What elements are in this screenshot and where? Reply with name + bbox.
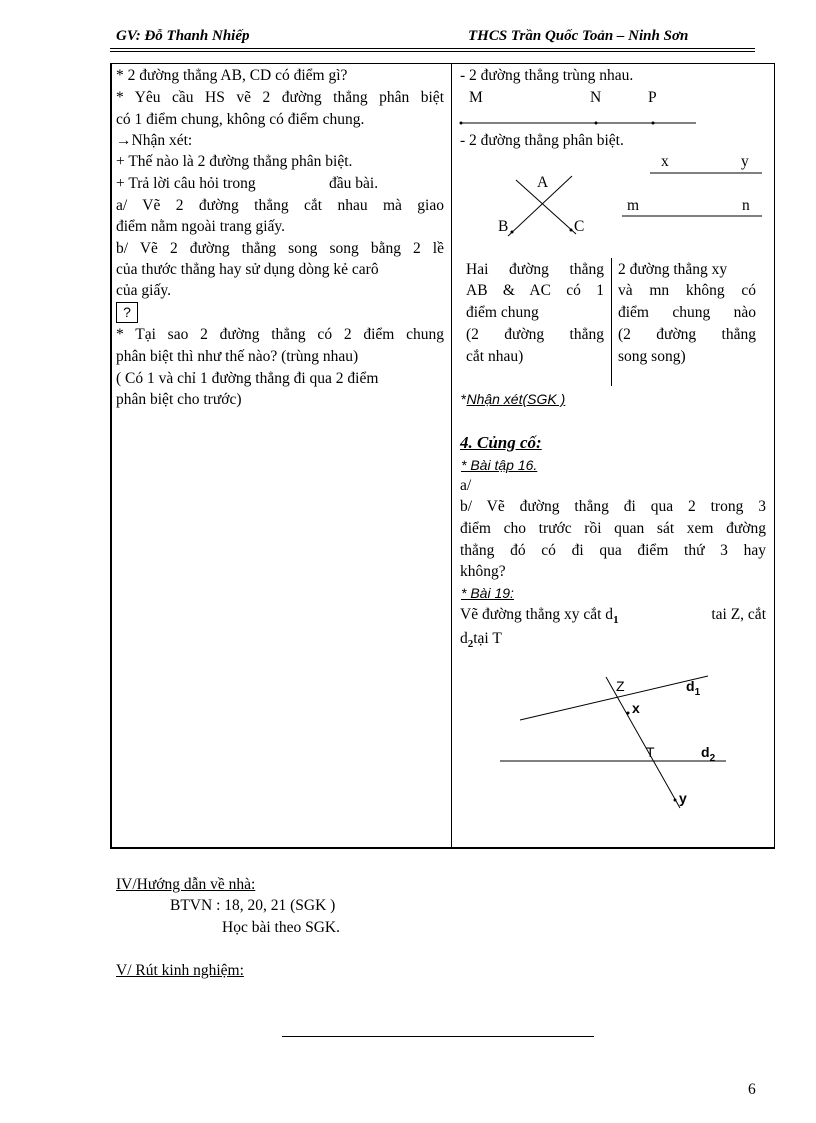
bt16-b-line-3: thẳng đó có đi qua điểm thứ 3 hay xyxy=(460,542,766,559)
right-line-2: - 2 đường thẳng phân biệt. xyxy=(460,132,624,149)
box2-line-2: và mn không có xyxy=(618,282,756,299)
right-arrow-icon: → xyxy=(116,132,132,149)
point-P xyxy=(652,122,655,125)
box1-line-2: AB & AC có 1 xyxy=(466,282,604,299)
fig-label-T: T xyxy=(646,744,655,760)
section-cung-co: 4. Củng cố: xyxy=(460,433,542,452)
bai19-sub-1: 1 xyxy=(613,614,619,627)
point-B xyxy=(511,231,514,234)
label-A: A xyxy=(537,174,549,191)
left-line-5: + Thế nào là 2 đường thẳng phân biệt. xyxy=(116,153,353,170)
page-number: 6 xyxy=(748,1081,756,1098)
bai19-text-2: d xyxy=(460,630,468,647)
right-line-1: - 2 đường thẳng trùng nhau. xyxy=(460,67,634,84)
label-x: x xyxy=(661,153,669,170)
point-N xyxy=(595,122,598,125)
closing-rule xyxy=(282,1036,594,1037)
left-line-9: b/ Vẽ 2 đường thẳng song song bằng 2 lề xyxy=(116,240,444,257)
point-y xyxy=(674,799,677,802)
nhan-xet-star: * xyxy=(461,391,467,407)
left-line-1: * 2 đường thẳng AB, CD có điểm gì? xyxy=(116,67,348,84)
header-school: THCS Trần Quốc Toản – Ninh Sơn xyxy=(468,28,689,44)
box1-line-4: (2 đường thẳng xyxy=(466,326,604,343)
section-rut-kinh-nghiem: V/ Rút kinh nghiệm: xyxy=(116,962,244,979)
fig-d2-sub: 2 xyxy=(709,752,716,764)
left-line-10: của thước thẳng hay sử dụng dòng kẻ carô xyxy=(116,261,379,278)
line-xy-transversal xyxy=(606,677,680,808)
label-n: n xyxy=(742,197,750,214)
box2-line-3: điểm chung nào xyxy=(618,304,756,321)
point-x xyxy=(627,712,630,715)
label-y: y xyxy=(741,153,749,170)
bai19-text-2b: tại T xyxy=(473,630,502,647)
bt16-b-line-4: không? xyxy=(460,563,506,580)
point-M-label: M xyxy=(469,89,483,106)
bai19-text-1: Vẽ đường thẳng xy cắt d xyxy=(460,606,614,623)
left-line-13: phân biệt thì như thế nào? (trùng nhau) xyxy=(116,348,359,365)
box2-line-4: (2 đường thẳng xyxy=(618,326,756,343)
point-N-label: N xyxy=(590,89,602,106)
btvn-line: BTVN : 18, 20, 21 (SGK ) xyxy=(170,897,336,914)
left-line-7: a/ Vẽ 2 đường thẳng cắt nhau mà giao xyxy=(116,197,444,214)
section-huong-dan: IV/Hướng dẫn về nhà: xyxy=(116,876,256,893)
fig-d1-letter: d xyxy=(686,678,695,694)
nhan-xet-label: Nhận xét: xyxy=(131,132,193,149)
left-line-8: điểm nằm ngoài trang giấy. xyxy=(116,218,286,235)
fig-d1-sub: 1 xyxy=(694,686,701,698)
label-m: m xyxy=(627,197,640,214)
point-C xyxy=(570,229,573,232)
label-C: C xyxy=(574,218,585,235)
fig-label-y: y xyxy=(679,790,687,806)
left-line-2: * Yêu cầu HS vẽ 2 đường thẳng phân biệt xyxy=(116,89,444,106)
left-line-6b: đầu bài. xyxy=(329,175,379,192)
bai-tap-16: * Bài tập 16. xyxy=(461,457,538,473)
question-box-icon: ? xyxy=(116,302,138,323)
nhan-xet-sgk-text: Nhận xét(SGK ) xyxy=(466,391,566,407)
left-line-11: của giấy. xyxy=(116,282,171,299)
bai-19: * Bài 19: xyxy=(461,585,514,601)
hoc-bai-line: Học bài theo SGK. xyxy=(222,919,340,936)
label-B: B xyxy=(498,218,509,235)
box1-line-1: Hai đường thẳng xyxy=(466,261,604,278)
box2-line-5: song song) xyxy=(618,348,686,365)
box2-line-1: 2 đường thẳng xy xyxy=(618,261,728,278)
fig-label-Z: Z xyxy=(616,678,625,694)
bai19-sub-2: 2 xyxy=(467,638,474,651)
bt16-b-line-1: b/ Vẽ đường thẳng đi qua 2 trong 3 xyxy=(460,498,766,515)
point-P-label: P xyxy=(648,89,657,106)
line-d1 xyxy=(520,676,708,720)
left-line-15: phân biệt cho trước) xyxy=(116,391,242,408)
left-line-3: có 1 điểm chung, không có điểm chung. xyxy=(116,111,365,128)
left-line-14: ( Có 1 và chỉ 1 đường thẳng đi qua 2 điểm xyxy=(116,370,379,387)
fig-d2-letter: d xyxy=(701,744,710,760)
line-AC xyxy=(516,180,576,234)
bt16-a: a/ xyxy=(460,477,472,494)
bai19-text-1b: tai Z, cắt xyxy=(711,606,766,623)
fig-label-x: x xyxy=(632,700,640,716)
bt16-b-line-2: điểm cho trước rồi quan sát xem đường xyxy=(460,520,766,537)
header-teacher: GV: Đỗ Thanh Nhiếp xyxy=(116,28,250,44)
line-AB xyxy=(508,176,572,236)
left-line-12: * Tại sao 2 đường thẳng có 2 điểm chung xyxy=(116,326,444,343)
box1-line-5: cắt nhau) xyxy=(466,348,524,365)
point-M xyxy=(460,122,463,125)
box1-line-3: điểm chung xyxy=(466,304,539,321)
left-line-6a: + Trả lời câu hỏi trong xyxy=(116,175,256,192)
